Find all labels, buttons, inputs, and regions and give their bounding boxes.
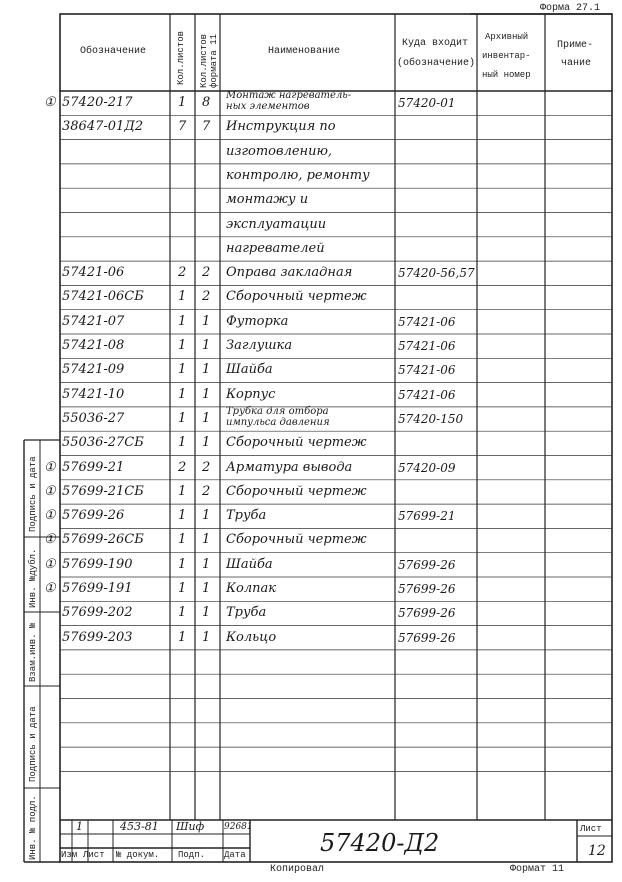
row-sheet-format: 1: [202, 386, 211, 402]
row-designation: 57699-190: [62, 556, 133, 572]
row-designation: 57421-10: [62, 386, 125, 402]
tb-sign: Шиф: [176, 820, 205, 833]
row-designation: 57699-21СБ: [62, 483, 144, 499]
tb-col-change: Изм: [61, 850, 78, 860]
row-name: монтажу и: [226, 192, 309, 208]
row-where-used: 57420-56,57: [398, 266, 475, 281]
row-sheet-count: 1: [178, 483, 187, 499]
row-name: Трубка для отбора: [226, 405, 329, 417]
row-designation: 57421-06СБ: [62, 289, 144, 305]
row-sheet-format: 1: [202, 508, 211, 524]
tb-col-sheet: Лист: [83, 850, 105, 860]
row-where-used: 57699-26: [398, 630, 456, 645]
tb-change: 1: [76, 820, 83, 833]
footer-format: Формат 11: [510, 864, 565, 875]
row-name: Корпус: [226, 386, 276, 402]
tb-sheet-label: Лист: [580, 824, 602, 834]
header-name: Наименование: [268, 46, 341, 57]
row-where-used: 57699-26: [398, 582, 456, 596]
row-designation: 57699-191: [62, 581, 133, 596]
row-sheet-format: 1: [202, 435, 211, 451]
form-label: Форма 27.1: [540, 3, 601, 14]
row-sheet-count: 1: [178, 508, 187, 524]
row-sheet-count: 1: [178, 605, 187, 621]
row-name: Колпак: [226, 581, 277, 596]
side-label-sign-date-bottom: Подпись и дата: [28, 706, 38, 782]
row-where-used: 57420-150: [398, 411, 464, 426]
header-where-used-1: Куда входит: [402, 38, 469, 49]
row-designation: 57699-21: [62, 459, 125, 475]
revision-mark: ①: [44, 483, 56, 499]
row-name: Инструкция по: [226, 119, 336, 135]
row-name: Труба: [226, 508, 267, 524]
row-name: Футорка: [226, 313, 289, 329]
row-sheet-format: 2: [202, 483, 211, 499]
row-designation: 57421-09: [62, 362, 125, 378]
row-where-used: 57699-26: [398, 606, 456, 621]
row-sheet-format: 1: [202, 605, 211, 621]
row-name: Монтаж нагреватель-: [226, 90, 352, 101]
row-name: Заглушка: [226, 338, 293, 353]
header-where-used-2: (обозначение): [397, 58, 476, 69]
row-sheet-format: 1: [202, 362, 211, 378]
row-sheet-count: 1: [178, 362, 187, 378]
row-where-used: 57420-09: [398, 460, 456, 475]
row-sheet-format: 2: [202, 265, 211, 281]
header-notes-2: чание: [561, 58, 592, 69]
tb-doc-code: 57420-Д2: [320, 829, 440, 857]
row-where-used: 57699-26: [398, 557, 456, 572]
side-label-inv-orig: Инв. № подл.: [28, 795, 38, 860]
revision-mark: ①: [44, 556, 56, 572]
tb-col-sign: Подп.: [178, 850, 206, 860]
row-designation: 57421-06: [62, 265, 125, 281]
row-sheet-format: 1: [202, 581, 211, 596]
row-where-used: 57420-01: [398, 96, 456, 110]
row-sheet-format: 2: [202, 289, 211, 305]
side-label-inv-dup: Инв. №дубл.: [28, 548, 38, 608]
row-sheet-count: 1: [178, 556, 187, 572]
row-sheet-format: 1: [202, 313, 211, 329]
row-sheet-count: 1: [178, 386, 187, 402]
tb-doc-no: 453-81: [120, 820, 159, 833]
header-sheets-count: Кол.листов: [176, 30, 186, 85]
row-name: Сборочный чертеж: [226, 532, 367, 548]
row-name: Шайба: [226, 362, 273, 378]
row-designation: 57699-26: [62, 508, 125, 524]
revision-mark: ①: [44, 508, 56, 524]
header-archive-2: инвентар-: [482, 51, 531, 61]
tb-col-doc: № докум.: [116, 850, 160, 860]
row-name: Арматура вывода: [226, 459, 353, 475]
row-name: Сборочный чертеж: [226, 483, 367, 499]
row-designation: 38647-01Д2: [62, 119, 144, 135]
row-where-used: 57421-06: [398, 339, 456, 353]
row-sheet-count: 1: [178, 338, 187, 353]
row-designation: 55036-27СБ: [62, 435, 144, 451]
row-sheet-format: 7: [202, 119, 211, 135]
row-where-used: 57421-06: [398, 363, 456, 378]
row-name: Сборочный чертеж: [226, 289, 367, 305]
row-sheet-count: 1: [178, 532, 187, 548]
row-sheet-format: 1: [202, 338, 211, 353]
row-where-used: 57421-06: [398, 387, 456, 402]
row-sheet-count: 1: [178, 95, 187, 110]
row-name: Сборочный чертеж: [226, 435, 367, 451]
revision-mark: ①: [44, 95, 56, 110]
row-name: Оправа закладная: [226, 265, 353, 281]
row-name: Труба: [226, 605, 267, 621]
row-sheet-count: 1: [178, 313, 187, 329]
tb-date: 92681: [224, 822, 253, 832]
row-designation: 57699-203: [62, 629, 133, 645]
row-sheet-count: 1: [178, 410, 187, 426]
row-designation: 57421-08: [62, 338, 125, 353]
revision-mark: ①: [44, 581, 56, 596]
row-designation: 57699-26СБ: [62, 532, 144, 548]
row-name: эксплуатации: [226, 216, 327, 232]
tb-col-date: Дата: [224, 850, 246, 860]
row-sheet-format: 1: [202, 629, 211, 645]
row-sheet-count: 2: [178, 265, 187, 281]
row-designation: 57699-202: [62, 605, 133, 621]
tb-sheet-no: 12: [588, 843, 606, 859]
row-where-used: 57699-21: [398, 509, 456, 524]
row-designation: 57421-07: [62, 313, 125, 329]
row-sheet-count: 1: [178, 581, 187, 596]
header-sheets-format: Кол.листов формата 11: [199, 33, 219, 88]
row-sheet-format: 1: [202, 556, 211, 572]
row-sheet-count: 1: [178, 289, 187, 305]
row-name: Кольцо: [226, 629, 277, 645]
row-designation: 57420-217: [62, 95, 133, 110]
row-sheet-format: 1: [202, 410, 211, 426]
row-name-line2: ных элементов: [226, 101, 310, 112]
row-sheet-format: 2: [202, 459, 211, 475]
header-archive-3: ный номер: [482, 70, 531, 80]
row-where-used: 57421-06: [398, 314, 456, 329]
revision-mark: ①: [44, 459, 56, 475]
row-sheet-count: 1: [178, 629, 187, 645]
header-designation: Обозначение: [80, 46, 147, 57]
row-sheet-count: 2: [178, 459, 187, 475]
row-sheet-format: 1: [202, 532, 211, 548]
row-name: нагревателей: [226, 240, 325, 256]
header-archive-1: Архивный: [485, 32, 529, 42]
revision-mark: ①: [44, 532, 56, 548]
row-designation: 55036-27: [62, 410, 125, 426]
row-name: изготовлению,: [226, 143, 333, 159]
row-name: Шайба: [226, 556, 273, 572]
footer-copied: Копировал: [270, 864, 325, 875]
side-label-sign-date-top: Подпись и дата: [28, 456, 38, 532]
row-name: контролю, ремонту: [226, 167, 370, 183]
row-name-line2: импульса давления: [226, 416, 330, 428]
side-label-inv-replace: Взам.инв. №: [28, 622, 38, 682]
header-notes-1: Приме-: [557, 40, 594, 51]
row-sheet-format: 8: [202, 95, 211, 110]
row-sheet-count: 7: [178, 119, 187, 135]
row-sheet-count: 1: [178, 435, 187, 451]
